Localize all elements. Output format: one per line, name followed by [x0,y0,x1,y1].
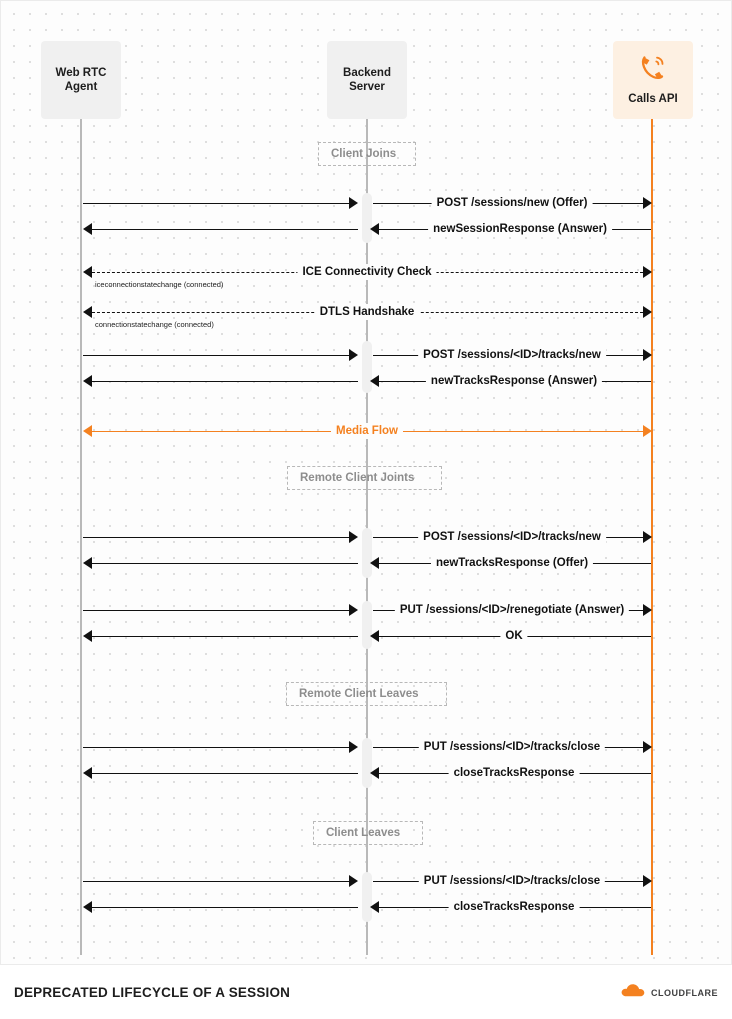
arrow-head-left-1 [83,375,92,387]
arrow-line-left [92,563,358,564]
arrow-head-left-2 [370,557,379,569]
arrow-head-right [643,266,652,278]
message-label: ICE Connectivity Check [297,264,436,280]
arrow-head-left [83,425,92,437]
actor-calls-api-label: Calls API [628,92,678,105]
message-label: newTracksResponse (Answer) [426,373,602,389]
actor-web-rtc-agent [41,41,121,119]
arrow-line-left [92,636,358,637]
message-label: POST /sessions/<ID>/tracks/new [418,529,606,545]
message-close-tracks-response-remote [1,765,732,781]
message-sub-label: connectionstatechange (connected) [95,320,214,329]
message-post-tracks-new [1,347,732,363]
arrow-line-left [83,747,349,748]
message-label: PUT /sessions/<ID>/tracks/close [419,873,605,889]
arrow-head-right [643,306,652,318]
arrow-line-left [83,203,349,204]
arrow-head-left-1 [83,223,92,235]
arrow-head-left-2 [370,630,379,642]
arrow-head-right-2 [643,349,652,361]
arrow-line-left [92,381,358,382]
arrow-head-left-1 [83,767,92,779]
arrow-head-left-1 [83,901,92,913]
cloudflare-wordmark: CLOUDFLARE [651,987,718,998]
message-put-tracks-close-client [1,873,732,889]
message-label: closeTracksResponse [449,765,580,781]
arrow-head-left-2 [370,223,379,235]
message-label: newTracksResponse (Offer) [431,555,593,571]
arrow-head-right-2 [643,741,652,753]
actor-web-rtc-agent-line2: Agent [64,81,98,93]
message-put-renegotiate [1,602,732,618]
arrow-head-left-1 [83,557,92,569]
arrow-line-left [83,537,349,538]
arrow-head-right-2 [643,531,652,543]
arrow-head-right-1 [349,197,358,209]
arrow-head-right-2 [643,604,652,616]
message-ice-connectivity-check [1,264,732,289]
message-label: PUT /sessions/<ID>/tracks/close [419,739,605,755]
arrow-head-left [83,266,92,278]
message-sub-label: iceconnectionstatechange (connected) [95,280,224,289]
phone-icon [638,54,668,86]
message-put-tracks-close-remote [1,739,732,755]
arrow-line-left [83,610,349,611]
message-label: OK [500,628,527,644]
actor-backend-server-line2: Server [349,81,385,93]
arrow-head-left-2 [370,901,379,913]
arrow-head-right-1 [349,604,358,616]
message-label: closeTracksResponse [449,899,580,915]
arrow-head-right [643,425,652,437]
arrow-head-right-2 [643,875,652,887]
message-new-session-response [1,221,732,237]
message-label: DTLS Handshake [315,304,420,320]
message-label: POST /sessions/<ID>/tracks/new [418,347,606,363]
arrow-head-right-2 [643,197,652,209]
arrow-line-left [83,881,349,882]
arrow-head-right-1 [349,875,358,887]
arrow-line-left [92,907,358,908]
arrow-line-left [83,355,349,356]
cloudflare-cloud-icon [620,984,646,1002]
cloudflare-logo [620,984,718,1002]
arrow-line-left [92,773,358,774]
message-media-flow [1,423,732,439]
section-label-client-joins: Client Joins [318,142,416,166]
message-label: Media Flow [331,423,403,439]
arrow-head-left-2 [370,767,379,779]
message-label: newSessionResponse (Answer) [428,221,612,237]
actor-web-rtc-agent-line1: Web RTC [55,66,107,79]
message-post-tracks-new-remote [1,529,732,545]
arrow-head-left-1 [83,630,92,642]
arrow-head-left [83,306,92,318]
arrow-head-right-1 [349,349,358,361]
message-label: POST /sessions/new (Offer) [432,195,593,211]
message-label: PUT /sessions/<ID>/renegotiate (Answer) [395,602,629,618]
message-new-tracks-response-answer [1,373,732,389]
arrow-head-right-1 [349,741,358,753]
actor-backend-server-line1: Backend [343,66,391,79]
diagram-title: DEPRECATED LIFECYCLE OF A SESSION [14,985,291,1000]
section-label-remote-client-leaves: Remote Client Leaves [286,682,447,706]
section-label-remote-client-joins: Remote Client Joints [287,466,442,490]
footer-bar [0,966,732,1019]
arrow-head-right-1 [349,531,358,543]
actor-calls-api [613,41,693,119]
arrow-line-left [92,229,358,230]
message-post-sessions-new [1,195,732,211]
section-label-client-leaves: Client Leaves [313,821,423,845]
message-new-tracks-response-offer [1,555,732,571]
actor-backend-server [327,41,407,119]
message-ok [1,628,732,644]
message-dtls-handshake [1,304,732,329]
message-close-tracks-response-client [1,899,732,915]
arrow-head-left-2 [370,375,379,387]
